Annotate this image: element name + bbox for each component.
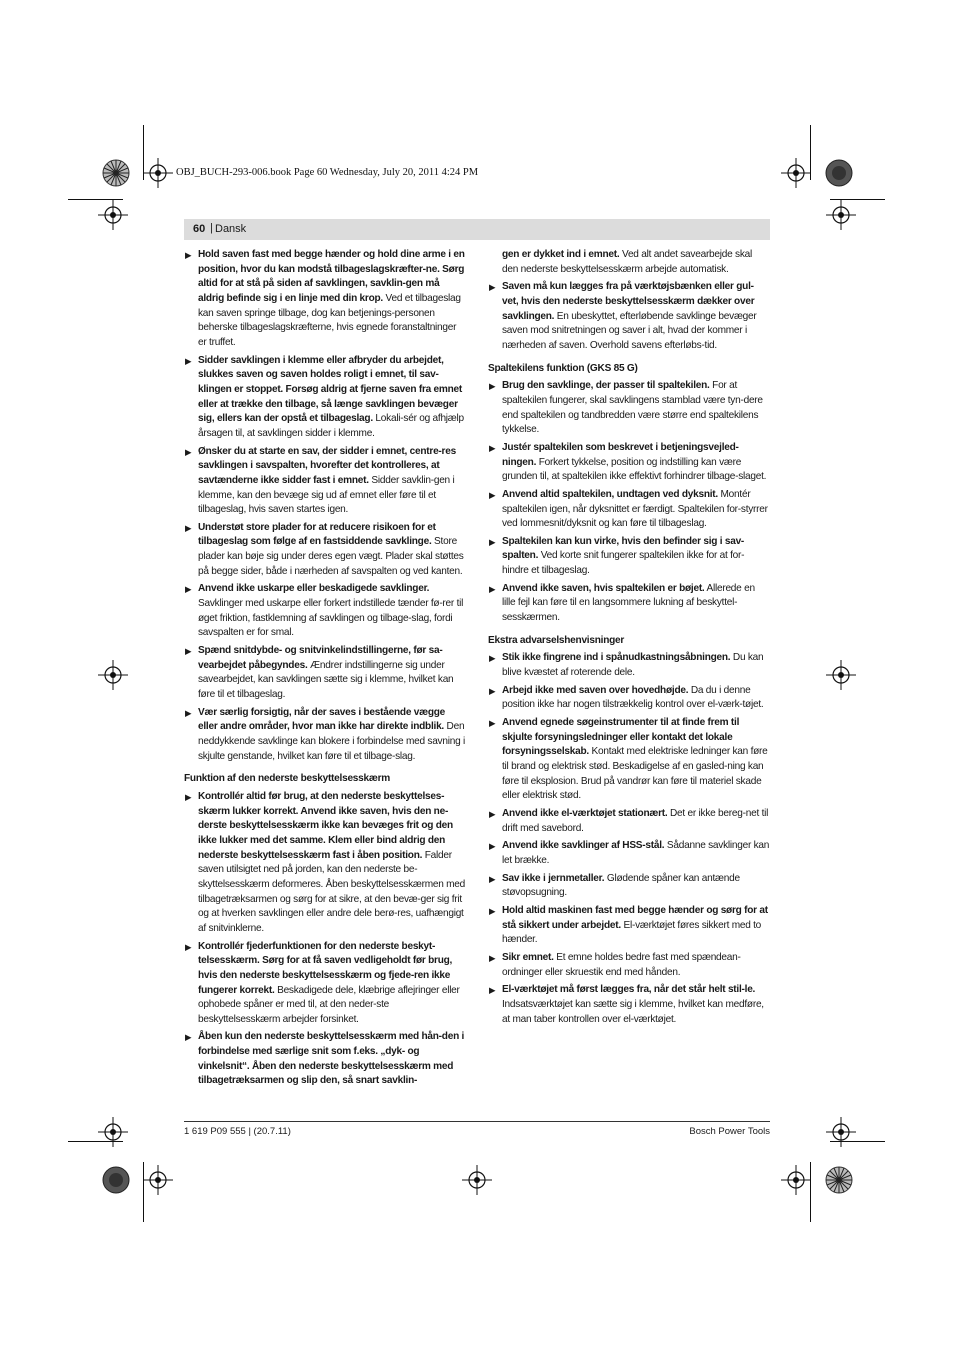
- item-body-text: Ved korte snit fungerer spaltekilen ikke for at for-hindre et tilbageslag.: [502, 550, 745, 577]
- item-bold-text: Understøt store plader for at reducere risikoen for et tilbageslag som følge af en fastsiddende savklinge.: [198, 521, 436, 548]
- list-item: [488, 651, 770, 680]
- item-bold-text: Ønsker du at starte en sav, der sidder i emnet, centre-res savklingen i savspalten, hvorefter det kontrolleres, at savtænderne ikke sidder fast i emnet.: [198, 445, 456, 486]
- registration-mark-icon: [143, 158, 173, 188]
- registration-mark-icon: [98, 660, 128, 690]
- item-bold-text: Kontrollér altid før brug, at den nederste beskyttelses-skærm lukker korrekt. Anvend ikke saven, hvis den ne-derste beskyttelsesskærm ikke kan bevæges frit og den ikke lukker med det samme. Klem eller bind aldrig den nederste beskyttelsesskærm fast i åben position.: [198, 790, 453, 861]
- item-bold-text: Kontrollér fjederfunktionen for den nederste beskyt-telsesskærm. Sørg for at få saven vedligeholdt før brug, hvis den nederste beskyttelsesskærm og fjede-ren ikke fungerer korrekt.: [198, 940, 453, 996]
- list-item: [488, 582, 770, 626]
- item-body-text: Ved alt andet savearbejde skal den nederste beskyttelsesskærm arbejde automatisk.: [502, 249, 753, 275]
- item-bold-text: El-værktøjet må først lægges fra, når det står helt stil-le.: [502, 984, 756, 996]
- item-bold-text: Spænd snitdybde- og snitvinkelindstillingerne, før sa-vearbejdet påbegyndes.: [198, 645, 443, 671]
- item-bold-text: Anvend ikke savklinger af HSS-stål.: [502, 840, 665, 852]
- item-bold-text: Vær særlig forsigtig, når der saves i bestående vægge eller andre områder, hvor man ikke har direkte indblik.: [198, 706, 446, 733]
- item-body-text: El-værktøjet føres sikkert med to hænder.: [502, 919, 762, 946]
- item-body-text: Sådanne savklinger kan let brække.: [502, 840, 770, 866]
- item-bold-text: Brug den savklinge, der passer til spaltekilen.: [502, 380, 710, 392]
- bullet-arrow-icon: ▶: [489, 905, 496, 916]
- item-bold-text: Arbejd ikke med saven over hovedhøjde.: [502, 684, 689, 696]
- header-language: Dansk: [215, 223, 247, 235]
- bullet-arrow-icon: ▶: [489, 583, 496, 594]
- bullet-arrow-icon: ▶: [489, 653, 496, 664]
- item-bold-text: gen er dykket ind i emnet.: [502, 249, 620, 260]
- bullet-arrow-icon: ▶: [185, 250, 192, 260]
- list-item: [488, 716, 770, 804]
- list-item: [184, 940, 466, 1028]
- bullet-arrow-icon: ▶: [489, 536, 496, 547]
- item-body-text: Forkert tykkelse, position og indstilling kan være grunden til, at spaltekilen ikke effektivt forhindrer tilbage-slaget.: [502, 456, 767, 483]
- item-bold-text: Justér spaltekilen som beskrevet i betjeningsvejled-ningen.: [502, 441, 739, 468]
- item-body-text: Et emne holdes bedre fast med spændean-ordninger eller skruestik end med hånden.: [502, 951, 741, 978]
- list-item: [184, 1030, 466, 1089]
- list-item: [184, 445, 466, 518]
- item-body-text: Da du i denne position ikke har nogen tilstrækkelig kontrol over el-værk-tøjet.: [502, 684, 764, 711]
- footer-doc-number: 1 619 P09 555 | (20.7.11): [184, 1126, 291, 1137]
- left-column: [184, 248, 466, 1092]
- registration-mark-icon: [781, 1165, 811, 1195]
- section-heading: Spaltekilens funktion (GKS 85 G): [488, 362, 638, 374]
- bullet-arrow-icon: ▶: [489, 873, 496, 884]
- item-bold-text: Hold saven fast med begge hænder og hold dine arme i en position, hvor du kan modstå tilbageslagskræfter-ne. Sørg altid for at stå på siden af savklingen, savklin-gen må aldrig befinde sig i en linje med din krop.: [198, 249, 465, 304]
- bullet-arrow-icon: ▶: [185, 707, 192, 718]
- item-body-text: Allerede en lille fejl kan føre til en langsommere lukning af beskyttel-sesskærmen.: [502, 582, 755, 624]
- calibration-wheel-icon: [824, 158, 854, 188]
- list-item: [488, 441, 770, 485]
- bullet-arrow-icon: ▶: [489, 985, 496, 996]
- list-item: [184, 354, 466, 442]
- item-body-text: Det er ikke bereg-net til drift med savebord.: [502, 807, 769, 834]
- footer-brand: Bosch Power Tools: [689, 1126, 770, 1137]
- section-heading: Funktion af den nederste beskyttelsesskærm: [184, 773, 391, 785]
- item-bold-text: Sidder savklingen i klemme eller afbryder du arbejdet, slukkes saven og saven holdes roligt i emnet, til sav-klingen er stoppet. Forsøg aldrig at fjerne saven fra emnet eller at trække den tilbage, så længe savklingen bevæger sig, ellers kan der opstå et tilbageslag.: [198, 354, 463, 425]
- list-item: [488, 983, 770, 1027]
- header-separator: |: [210, 222, 213, 234]
- registration-mark-icon: [143, 1165, 173, 1195]
- bullet-arrow-icon: ▶: [185, 1032, 192, 1043]
- list-item: [488, 904, 770, 948]
- item-body-text: Falder saven utilsigtet ned på jorden, kan den nederste be-skyttelsesskærm deformeres. Åben beskyttelsesskærmen med tilbagetræksarmen og sørg for at sikre, at den bevæ-ger sig frit og at hverken savklingen eller andre dele berø-res, uafhængigt af snitvinklerne.: [198, 849, 466, 934]
- page-header: [184, 219, 770, 240]
- item-bold-text: Anvend altid spaltekilen, undtagen ved dyksnit.: [502, 488, 718, 500]
- list-item: [184, 790, 466, 937]
- list-item: [184, 582, 466, 641]
- registration-mark-icon: [826, 200, 856, 230]
- item-bold-text: Anvend ikke uskarpe eller beskadigede savklinger.: [198, 583, 430, 595]
- item-body-text: Du kan blive kvæstet af roterende dele.: [502, 652, 764, 679]
- list-item: [488, 379, 770, 438]
- registration-mark-icon: [781, 158, 811, 188]
- list-item: [488, 535, 770, 579]
- bullet-arrow-icon: ▶: [185, 791, 192, 802]
- bullet-arrow-icon: ▶: [489, 952, 496, 963]
- item-body-text: En ubeskyttet, efterløbende savklinge bevæger saven mod snitretningen og saver i alt, hvad der kommer i nærheden af saven. Overhold savens efterløbs-tid.: [502, 310, 757, 351]
- calibration-wheel-icon: [101, 1165, 131, 1195]
- footer-rule: [184, 1121, 770, 1122]
- bullet-arrow-icon: ▶: [185, 646, 192, 657]
- bullet-arrow-icon: ▶: [489, 282, 496, 293]
- bullet-arrow-icon: ▶: [185, 522, 192, 533]
- item-body-text: Indsatsværktøjet kan sætte sig i klemme, hvilket kan medføre, at man taber kontrollen over el-værktøjet.: [502, 998, 764, 1025]
- section-heading: Ekstra advarselshenvisninger: [488, 634, 625, 646]
- bullet-arrow-icon: ▶: [185, 355, 192, 366]
- item-bold-text: Sikr emnet.: [502, 951, 554, 963]
- item-body-text: Store plader kan bøje sig under deres egen vægt. Plader skal støttes på begge sider, både i nærheden af savspalten og ved kanten.: [198, 536, 464, 577]
- bullet-arrow-icon: ▶: [489, 808, 496, 819]
- item-body-text: Ved et tilbageslag kan saven springe tilbage, dog kan betjenings-personen beherske tilbageslagskræfterne, hvis egnede foranstaltninger er truffet.: [198, 292, 461, 348]
- calibration-wheel-icon: [824, 1165, 854, 1195]
- bullet-arrow-icon: ▶: [489, 381, 496, 392]
- registration-mark-icon: [826, 660, 856, 690]
- bullet-arrow-icon: ▶: [185, 446, 192, 457]
- item-bold-text: Anvend ikke el-værktøjet stationært.: [502, 807, 668, 819]
- book-info-line: OBJ_BUCH-293-006.book Page 60 Wednesday, July 20, 2011 4:24 PM: [176, 167, 479, 178]
- item-bold-text: Åben kun den nederste beskyttelsesskærm med hån-den i forbindelse med særlige snit som f.eks. „dyk- og vinkelsnit“. Åben den nederste beskyttelsesskærm med tilbagetræksarmen og slip den, så snart savklin-: [198, 1031, 465, 1087]
- item-body-text: Den neddykkende savklinge kan blokere i forbindelse med savning i skjulte genstande, hvilket kan føre til et tilbage-slag.: [198, 721, 465, 762]
- item-bold-text: Hold altid maskinen fast med begge hænder og sørg for at stå sikkert under arbejdet.: [502, 904, 768, 931]
- list-item: [488, 488, 770, 532]
- list-item: [488, 684, 770, 713]
- registration-mark-icon: [826, 1117, 856, 1147]
- list-item: [184, 248, 466, 351]
- item-body-text: Montér spaltekilen igen, når dyksnittet er færdigt. Spaltekilen for-styrrer ved lommesnit/dyksnit og kan føre til tilbageslag.: [502, 488, 768, 530]
- list-item: [488, 872, 770, 901]
- calibration-wheel-icon: [101, 158, 131, 188]
- item-body-text: Sidder savklin-gen i klemme, kan den bevæge sig ud af emnet eller føre til et tilbageslag, hvis saven startes igen.: [198, 474, 455, 516]
- item-body-text: Glødende spåner kan antænde støvopsugning.: [502, 872, 740, 899]
- list-item: [488, 951, 770, 980]
- list-item: [184, 706, 466, 765]
- item-body-text: Beskadigede dele, klæbrige aflejringer eller ophobede spåner er med til, at den neder-ste beskyttelsesskærm arbejder forsinket.: [198, 984, 460, 1025]
- item-bold-text: Anvend ikke saven, hvis spaltekilen er bøjet.: [502, 582, 705, 594]
- item-body-text: Ændrer indstillingerne sig under savearbejdet, kan savklingen sætte sig i klemme, hvilket kan føre til et tilbageslag.: [198, 659, 454, 701]
- bullet-arrow-icon: ▶: [185, 941, 192, 952]
- list-item: [184, 644, 466, 703]
- registration-mark-icon: [462, 1165, 492, 1195]
- right-column: [488, 248, 770, 1030]
- page-number: 60: [193, 223, 206, 235]
- list-item: [488, 280, 770, 353]
- list-item-continued: [488, 248, 770, 277]
- registration-mark-icon: [98, 1117, 128, 1147]
- bullet-arrow-icon: ▶: [489, 685, 496, 696]
- bullet-arrow-icon: ▶: [489, 489, 496, 500]
- list-item: [488, 807, 770, 836]
- list-item: [184, 521, 466, 580]
- bullet-arrow-icon: ▶: [489, 718, 496, 729]
- item-body-text: Lokali-sér og afhjælp årsagen til, at savklingen sidder i klemme.: [198, 413, 464, 439]
- item-bold-text: Sav ikke i jernmetaller.: [502, 872, 605, 884]
- item-body-text: For at spaltekilen fungerer, skal savklingens stamblad være tyn-dere end spaltekilen og tandbredden være større end spaltekilens tykkelse.: [502, 380, 763, 436]
- item-bold-text: Saven må kun lægges fra på værktøjsbænken eller gul-vet, hvis den nederste beskyttelsesskærm dækker over savklingen.: [502, 281, 755, 322]
- item-bold-text: Anvend egnede søgeinstrumenter til at finde frem til skjulte forsyningsledninger eller kontakt det lokale forsyningsselskab.: [502, 717, 740, 758]
- bullet-arrow-icon: ▶: [489, 442, 496, 453]
- item-body-text: Kontakt med elektriske ledninger kan føre til brand og elektrisk stød. Beskadigelse af en gasled-ning kan føre til eksplosion. Brud på vandrør kan føre til materiel skade eller elektrisk stød.: [502, 746, 768, 802]
- bullet-arrow-icon: ▶: [489, 841, 496, 852]
- registration-mark-icon: [98, 200, 128, 230]
- item-body-text: Savklinger med uskarpe eller forkert indstillede tænder fø-rer til øget friktion, fastklemning af savklingen og tilbage-slag, fordi savspalten er for smal.: [198, 598, 464, 639]
- item-bold-text: Spaltekilen kan kun virke, hvis den befinder sig i sav-spalten.: [502, 535, 745, 562]
- item-bold-text: Stik ikke fingrene ind i spånudkastningsåbningen.: [502, 652, 731, 664]
- list-item: [488, 839, 770, 868]
- bullet-arrow-icon: ▶: [185, 584, 192, 595]
